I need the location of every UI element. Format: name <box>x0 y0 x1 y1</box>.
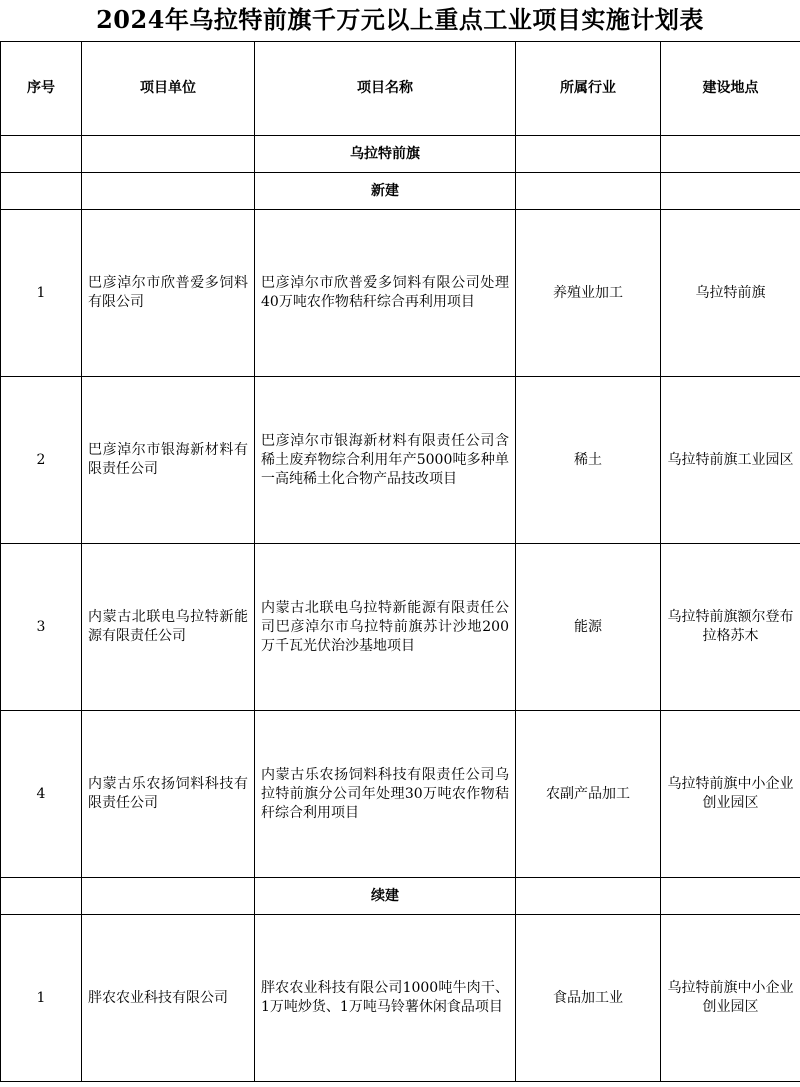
row-location: 乌拉特前旗中小企业创业园区 <box>661 711 800 878</box>
row-location: 乌拉特前旗工业园区 <box>661 377 800 544</box>
row-unit: 巴彦淖尔市银海新材料有限责任公司 <box>82 377 255 544</box>
page-title: 2024年乌拉特前旗千万元以上重点工业项目实施计划表 <box>96 5 704 34</box>
row-location: 乌拉特前旗额尔登布拉格苏木 <box>661 544 800 711</box>
row-industry: 食品加工业 <box>516 915 661 1082</box>
empty-cell <box>1 173 82 210</box>
row-project-name: 内蒙古北联电乌拉特新能源有限责任公司巴彦淖尔市乌拉特前旗苏计沙地200万千瓦光伏治沙基地项目 <box>255 544 516 711</box>
row-location: 乌拉特前旗中小企业创业园区 <box>661 915 800 1082</box>
empty-cell <box>661 136 800 173</box>
row-industry: 养殖业加工 <box>516 210 661 377</box>
row-seq: 1 <box>1 210 82 377</box>
row-unit: 胖农农业科技有限公司 <box>82 915 255 1082</box>
empty-cell <box>661 173 800 210</box>
row-seq: 1 <box>1 915 82 1082</box>
section-new-label: 新建 <box>255 173 516 210</box>
row-project-name: 巴彦淖尔市欣普爱多饲料有限公司处理40万吨农作物秸秆综合再利用项目 <box>255 210 516 377</box>
section-continued-label: 续建 <box>255 878 516 915</box>
empty-cell <box>661 878 800 915</box>
table-row <box>1 915 800 1082</box>
table-row <box>1 711 800 878</box>
header-seq: 序号 <box>1 42 82 136</box>
row-unit: 内蒙古乐农扬饲料科技有限责任公司 <box>82 711 255 878</box>
row-project-name: 内蒙古乐农扬饲料科技有限责任公司乌拉特前旗分公司年处理30万吨农作物秸秆综合利用项目 <box>255 711 516 878</box>
header-row <box>1 42 800 136</box>
row-industry: 能源 <box>516 544 661 711</box>
empty-cell <box>82 136 255 173</box>
row-unit: 巴彦淖尔市欣普爱多饲料有限公司 <box>82 210 255 377</box>
row-location: 乌拉特前旗 <box>661 210 800 377</box>
row-industry: 稀土 <box>516 377 661 544</box>
empty-cell <box>516 173 661 210</box>
empty-cell <box>1 136 82 173</box>
header-location: 建设地点 <box>661 42 800 136</box>
row-seq: 3 <box>1 544 82 711</box>
row-project-name: 胖农农业科技有限公司1000吨牛肉干、1万吨炒货、1万吨马铃薯休闲食品项目 <box>255 915 516 1082</box>
row-project-name: 巴彦淖尔市银海新材料有限责任公司含稀土废弃物综合利用年产5000吨多种单一高纯稀土化合物产品技改项目 <box>255 377 516 544</box>
region-row <box>1 136 800 173</box>
empty-cell <box>516 136 661 173</box>
empty-cell <box>82 173 255 210</box>
table-row <box>1 544 800 711</box>
table-row <box>1 210 800 377</box>
row-seq: 4 <box>1 711 82 878</box>
empty-cell <box>516 878 661 915</box>
empty-cell <box>82 878 255 915</box>
section-new-row <box>1 173 800 210</box>
empty-cell <box>1 878 82 915</box>
table-row <box>1 377 800 544</box>
row-seq: 2 <box>1 377 82 544</box>
header-industry: 所属行业 <box>516 42 661 136</box>
row-industry: 农副产品加工 <box>516 711 661 878</box>
section-continued-row <box>1 878 800 915</box>
row-unit: 内蒙古北联电乌拉特新能源有限责任公司 <box>82 544 255 711</box>
project-table <box>0 41 800 1082</box>
header-unit: 项目单位 <box>82 42 255 136</box>
region-label: 乌拉特前旗 <box>255 136 516 173</box>
header-name: 项目名称 <box>255 42 516 136</box>
